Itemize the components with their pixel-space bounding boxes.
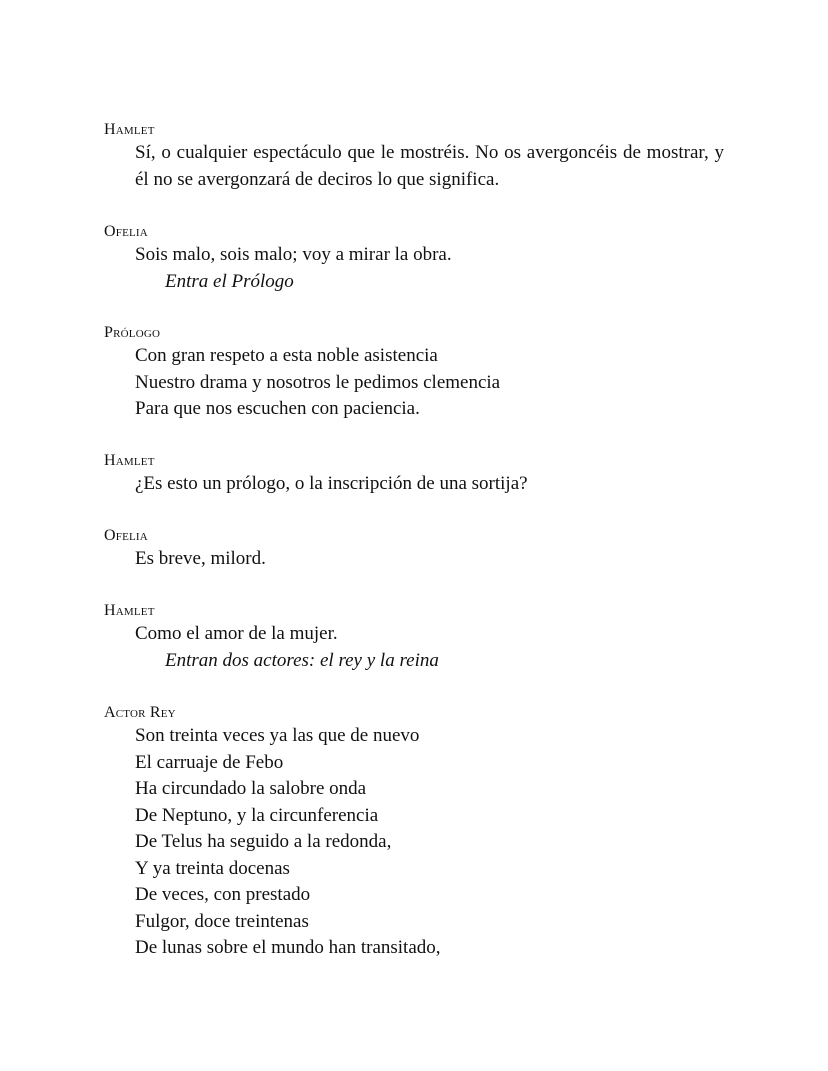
verse-line: De lunas sobre el mundo han transitado, bbox=[135, 937, 441, 958]
speaker-name: Ofelia bbox=[104, 223, 148, 240]
verse-line: Es breve, milord. bbox=[135, 548, 266, 569]
speech-hamlet-3 bbox=[104, 601, 724, 674]
speech-hamlet-1 bbox=[104, 120, 724, 193]
verse-line: ¿Es esto un prólogo, o la inscripción de una sortija? bbox=[135, 473, 528, 494]
speech-lines bbox=[135, 242, 724, 295]
speaker-name: Prólogo bbox=[104, 324, 161, 341]
verse-line: Son treinta veces ya las que de nuevo bbox=[135, 725, 420, 746]
speech-ofelia-1 bbox=[104, 222, 724, 295]
verse-line: Ha circundado la salobre onda bbox=[135, 778, 367, 799]
verse-line: De Neptuno, y la circunferencia bbox=[135, 804, 379, 826]
verse-line: De veces, con prestado bbox=[135, 884, 311, 905]
speech-paragraph: Sí, o cualquier espectáculo que le mostréis. No os avergoncéis de mostrar, y él no se avergonzará de deciros lo que significa. bbox=[135, 142, 724, 190]
verse-line: Como el amor de la mujer. bbox=[135, 623, 338, 644]
speech-lines bbox=[135, 621, 724, 674]
speech-lines bbox=[135, 723, 724, 962]
speech-lines bbox=[135, 343, 724, 423]
verse-line: Fulgor, doce treintenas bbox=[135, 910, 309, 932]
verse-line: De Telus ha seguido a la redonda, bbox=[135, 831, 392, 852]
speech-prologo bbox=[104, 323, 724, 423]
speech-ofelia-2 bbox=[104, 526, 724, 573]
verse-line: Con gran respeto a esta noble asistencia bbox=[135, 345, 438, 366]
speaker-name: Hamlet bbox=[104, 121, 155, 138]
verse-line: Nuestro drama y nosotros le pedimos clemencia bbox=[135, 371, 501, 393]
speech-lines bbox=[135, 546, 724, 573]
speaker-name: Actor Rey bbox=[104, 704, 176, 721]
speech-lines bbox=[135, 471, 724, 498]
verse-line: Y ya treinta docenas bbox=[135, 857, 290, 879]
verse-line: Para que nos escuchen con paciencia. bbox=[135, 398, 420, 419]
speaker-name: Hamlet bbox=[104, 452, 155, 469]
verse-line: El carruaje de Febo bbox=[135, 751, 284, 773]
stage-direction: Entra el Prólogo bbox=[165, 270, 294, 292]
speaker-name: Hamlet bbox=[104, 602, 155, 619]
verse-line: Sois malo, sois malo; voy a mirar la obra. bbox=[135, 244, 452, 265]
speech-actor-rey bbox=[104, 703, 724, 962]
speech-hamlet-2 bbox=[104, 451, 724, 498]
stage-direction: Entran dos actores: el rey y la reina bbox=[165, 649, 439, 671]
speech-lines bbox=[135, 140, 724, 193]
speaker-name: Ofelia bbox=[104, 527, 148, 544]
